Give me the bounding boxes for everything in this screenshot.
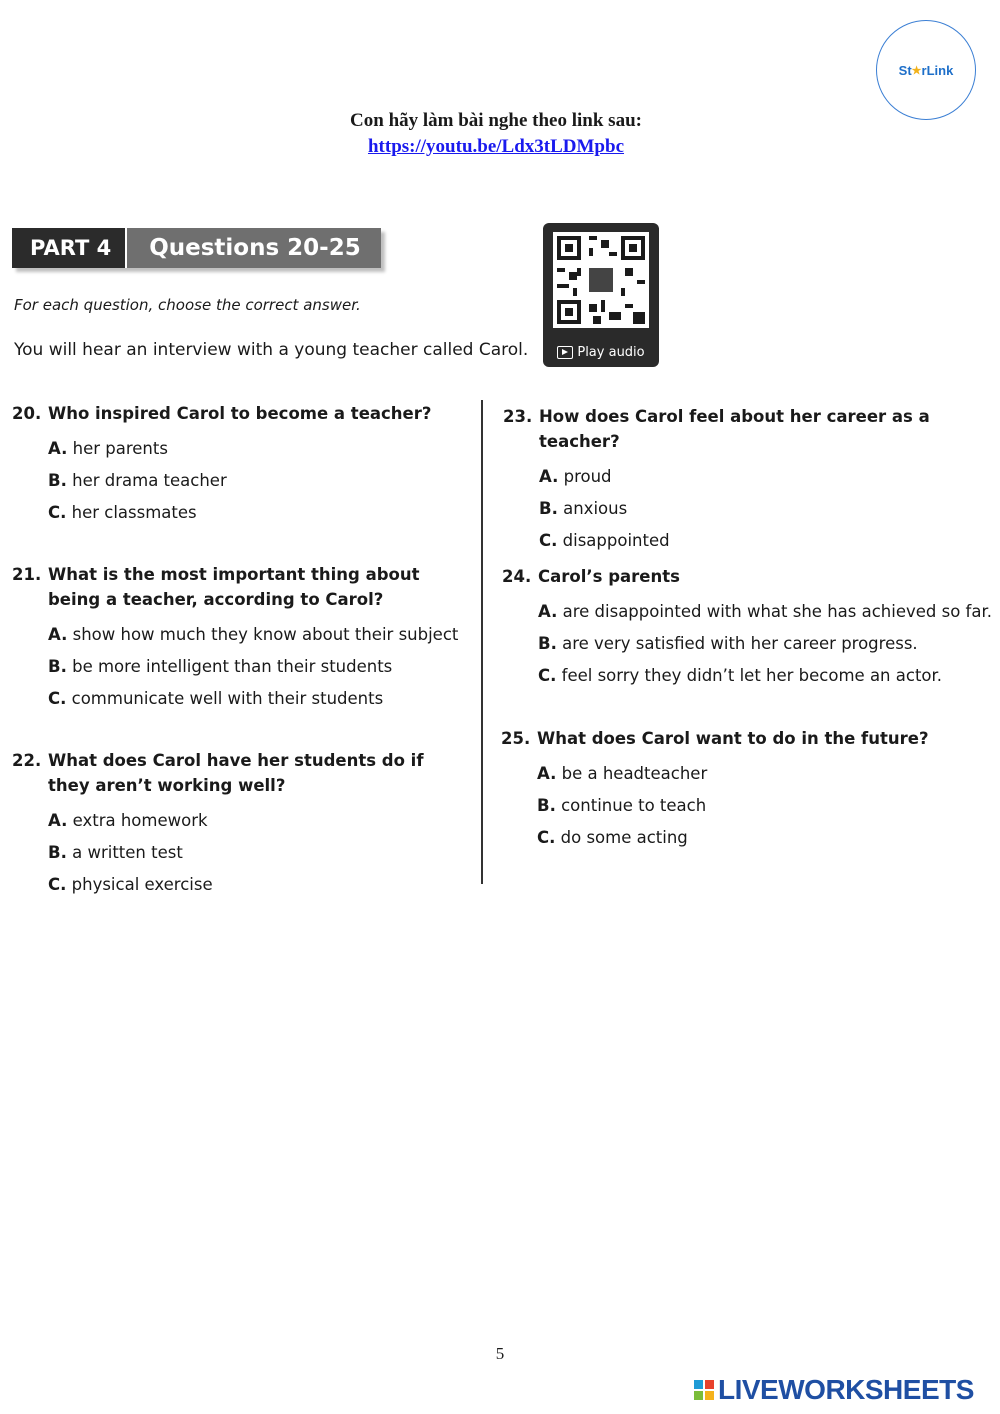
question-24 — [502, 564, 992, 692]
liveworksheets-blocks-icon — [694, 1380, 714, 1400]
context-text: You will hear an interview with a young teacher called Carol. — [14, 340, 529, 360]
question-number: 22. — [12, 751, 42, 770]
option-c[interactable]: C. physical exercise — [48, 875, 213, 894]
qr-audio-card[interactable] — [543, 223, 659, 367]
option-b[interactable]: B. are very satisfied with her career progress. — [538, 634, 918, 653]
star-icon: ★ — [911, 64, 922, 77]
part-banner — [12, 228, 381, 268]
listening-instruction — [0, 108, 992, 160]
play-audio-label: Play audio — [577, 345, 645, 360]
option-b[interactable]: B. her drama teacher — [48, 471, 227, 490]
page-number: 5 — [495, 1344, 505, 1363]
qr-code-icon — [553, 232, 649, 328]
question-number: 21. — [12, 565, 42, 584]
question-text: What does Carol want to do in the future? — [537, 729, 929, 748]
instruction-text: Con hãy làm bài nghe theo link sau: — [350, 110, 642, 131]
directions-text: For each question, choose the correct answer. — [14, 296, 361, 314]
option-a[interactable]: A. extra homework — [48, 811, 208, 830]
option-b[interactable]: B. anxious — [539, 499, 628, 518]
option-a[interactable]: A. show how much they know about their subject — [48, 625, 459, 644]
column-divider — [481, 400, 483, 884]
option-c[interactable]: C. communicate well with their students — [48, 689, 384, 708]
question-21 — [12, 562, 472, 715]
option-a[interactable]: A. her parents — [48, 439, 168, 458]
question-23 — [503, 404, 993, 557]
starlink-logo: St ★ rLink — [876, 20, 976, 120]
option-b[interactable]: B. a written test — [48, 843, 183, 862]
question-text: What is the most important thing about being a teacher, according to Carol? — [48, 565, 420, 609]
option-c[interactable]: C. her classmates — [48, 503, 197, 522]
option-a[interactable]: A. are disappointed with what she has achieved so far. — [538, 602, 992, 621]
liveworksheets-brand: LIVEWORKSHEETS — [718, 1374, 974, 1405]
question-number: 24. — [502, 567, 532, 586]
question-22 — [12, 748, 472, 901]
option-c[interactable]: C. feel sorry they didn’t let her become an actor. — [538, 666, 943, 685]
question-number: 20. — [12, 404, 42, 423]
question-text: Who inspired Carol to become a teacher? — [48, 404, 432, 423]
question-text: What does Carol have her students do if they aren’t working well? — [48, 751, 424, 795]
option-c[interactable]: C. disappointed — [539, 531, 670, 550]
question-text: How does Carol feel about her career as a teacher? — [539, 407, 930, 451]
play-audio-button[interactable] — [543, 345, 659, 360]
play-icon — [557, 346, 573, 359]
option-a[interactable]: A. be a headteacher — [537, 764, 708, 783]
question-number: 23. — [503, 407, 533, 426]
liveworksheets-logo — [694, 1374, 974, 1406]
question-25 — [501, 726, 991, 854]
question-text: Carol’s parents — [538, 567, 680, 586]
option-a[interactable]: A. proud — [539, 467, 612, 486]
question-20 — [12, 401, 472, 529]
part-questions-range: Questions 20-25 — [125, 228, 381, 268]
option-b[interactable]: B. be more intelligent than their students — [48, 657, 393, 676]
question-number: 25. — [501, 729, 531, 748]
part-label: PART 4 — [12, 228, 125, 268]
option-b[interactable]: B. continue to teach — [537, 796, 707, 815]
option-c[interactable]: C. do some acting — [537, 828, 688, 847]
youtube-link[interactable]: https://youtu.be/Ldx3tLDMpbc — [367, 136, 625, 157]
